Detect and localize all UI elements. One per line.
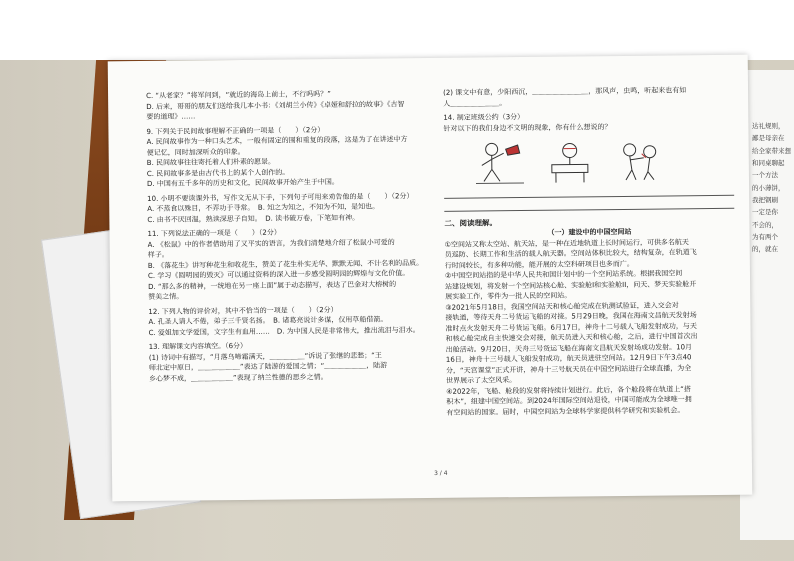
answer-line[interactable] — [444, 200, 734, 212]
text-line: C. “从老家？”将军问到，“就近的海岛上前士，不行吗吗？” — [146, 90, 331, 100]
option: D. “那么多的精神，一统地在另一座上面”属于动态描写，表达了巴金对大榕树的 — [148, 279, 397, 291]
section-heading: 二、阅读理解。 — [444, 218, 497, 228]
option: 样子。 — [147, 250, 169, 259]
fighting-cartoon-icon — [614, 138, 666, 185]
passage-line: ①空间站又称太空站、航天站，是一种在近地轨道上长时间运行，可供多名航天 — [444, 238, 689, 249]
question-13: 13. 理解课文内容填空。（6分） — [148, 341, 248, 351]
option: C. 爱姐加文学爱国，文字生有血用…… D. 为中国人民是非常伟大，推出流泪与泪水。 — [148, 325, 420, 337]
passage-line: 和核心舱完成自主快速交会对接，航天员进入天和核心舱，之后，进行中国首次出 — [445, 332, 698, 344]
passage-line: 有空间站的国家。届时，中国空间站为全球科学家提供科学研究和实验机会。 — [446, 406, 685, 417]
option: A. 民间故事作为一种口头艺术，一般有固定的围和重复的段落，这是为了在讲述中方 — [146, 135, 408, 146]
question-14-prompt: 针对以下的我们身边不文明的现象，你有什么想说的？ — [443, 122, 612, 133]
desk-graffiti-cartoon-icon — [544, 138, 596, 185]
fill-in-line[interactable]: (2) 课文中有意，少阳西沉，＿＿＿＿＿＿＿＿，那风声，虫鸣，听起来也有如 — [443, 86, 687, 97]
question-12: 12. 下列人物的评价对，其中不恰当的一项是（ ）（2分） — [148, 305, 338, 316]
passage-line: 出舱活动。9月20日，天舟三号货运飞船在海南文昌航天发射场成功发射。10月 — [445, 343, 693, 354]
text-line: 要的道理》…… — [146, 112, 196, 121]
exam-paper — [108, 55, 753, 502]
option: C. 由书不厌回温，熟读深思子自知。 D. 读书破万卷，下笔如有神。 — [147, 213, 360, 224]
passage-line: ③2021年5月18日，我国空间站天和核心舱完成在轨测试验证，进入交会对 — [445, 301, 679, 312]
right-column — [443, 85, 736, 418]
option: 便记忆，同时加深听众的印象。 — [146, 147, 245, 157]
passage-line: 积木”，组建中国空间站。到2024年国际空间站退役，中国可能成为全球唯一拥 — [446, 395, 692, 407]
passage-line: 准时点火发射天舟二号货运飞船。6月17日，神舟十二号载人飞船发射成功，与天 — [445, 321, 697, 333]
passage-title: （一）建设中的中国空间站 — [547, 228, 632, 238]
fill-in-line[interactable]: (1) 诗词中有描写，“月落乌啼霜满天，＿＿＿＿＿”诉说了张继的悲愁；“王 — [148, 351, 382, 362]
question-10: 10. 小明不要读课外书，写作文无从下手，下列句子可用来劝告他的是（ ）（2分） — [147, 191, 414, 203]
passage-line: 站建设规划，将发射一个空间站核心舱、实验舱I和实验舱II，问天、梦天实验舱开 — [445, 279, 697, 291]
passage-line: 展实验工作，零件为一批人民的空间站。 — [445, 291, 572, 302]
passage-line: 分，“天宫课堂”正式开讲，神舟十三号航天员在中国空间站进行全球直播，为全 — [445, 364, 692, 375]
question-14: 14. 制定班级公约（3分） — [443, 113, 525, 122]
litter-cartoon-icon — [474, 139, 526, 186]
option: A. 《松鼠》中的作者借助用了又平实的语言，为我们清楚地介绍了松鼠小可爱的 — [147, 237, 395, 249]
option: A. 不蒸食以殊目，不弄功于寻常。 B. 知之为知之，不知为不知，是知也。 — [147, 202, 380, 213]
illustrations — [474, 137, 734, 186]
passage-line: ④2022年，飞船、舱段的发射将持续计划进行。此后，各个舱段将在轨道上“搭 — [446, 385, 691, 396]
right-sheet-text: 达礼规则， 鄙是母亲在 给全家带来想 和同桌聊起 一个方法 的小薄饼， 我把钢刷 一定是你 不会的， 为有两个 的，就在 — [752, 122, 791, 254]
option: B. 民间故事往往寄托着人们朴素的愿景。 — [146, 157, 276, 167]
page-number: 3 / 4 — [434, 469, 448, 477]
fill-in-line[interactable]: 师北定中原日，＿＿＿＿＿＿”表达了陆游的爱国之情；“＿＿＿＿＿＿，陆游 — [148, 361, 388, 372]
passage-line: 接轨道，等待天舟二号货运飞船的对接。5月29日晚，我国在海南文昌航天发射场 — [445, 311, 697, 323]
passage-line: 行时间较长，有多种功能，能开展的太空科研项目也多而广。 — [444, 259, 634, 270]
fill-in-line[interactable]: 人＿＿＿＿＿＿＿。 — [443, 98, 507, 108]
passage-line: 员巡防、长期工作和生活的载人航天器。空间站体积比较大，结构复杂，在轨道飞 — [444, 248, 697, 260]
passage-line: 世界展示了太空风采。 — [446, 376, 517, 386]
passage-line: ②中国空间站指的是中华人民共和国计划中的一个空间站系统。根据我国空间 — [444, 269, 683, 281]
fill-in-line[interactable]: 乡心梦不成，＿＿＿＿＿＿”表现了纳兰性德的思乡之情。 — [148, 372, 328, 383]
option: C. 民间故事多是由古代书上的某个人创作的。 — [146, 167, 290, 178]
question-9: 9. 下列关于民间故事理解不正确的一项是（ ）（2分） — [146, 125, 325, 136]
option: 赞美之情。 — [148, 292, 184, 301]
option: A. 孔圣人请人不倦，弟子三千贤名扬。 B. 诸葛亮说计多谋，仅用草船借箭。 — [148, 315, 388, 326]
answer-line[interactable] — [444, 187, 734, 199]
option: D. 中国有五千多年的历史和文化，民间故事开始产生于中国。 — [146, 177, 339, 188]
question-11: 11. 下列说法正确的一项是（ ）（2分） — [147, 228, 281, 238]
text-line: D. 后来，哥哥的朋友们送给我几本小书：《刘胡兰小传》《卓娅和舒拉的故事》《古智 — [146, 99, 405, 111]
left-column — [146, 88, 439, 384]
option: B. 《落花生》讲写种花生和收花生，赞美了花生朴实无华、默默无闻、不计名利的品质。 — [147, 258, 424, 270]
option: C. 学习《圆明园的毁灭》可以通过资料的深入进一步感受圆明园的辉煌与文化价值。 — [147, 269, 410, 280]
passage-line: 16日，神舟十三号载人飞船发射成功，航天员进驻空间站。12月9日下午3点40 — [445, 353, 692, 365]
